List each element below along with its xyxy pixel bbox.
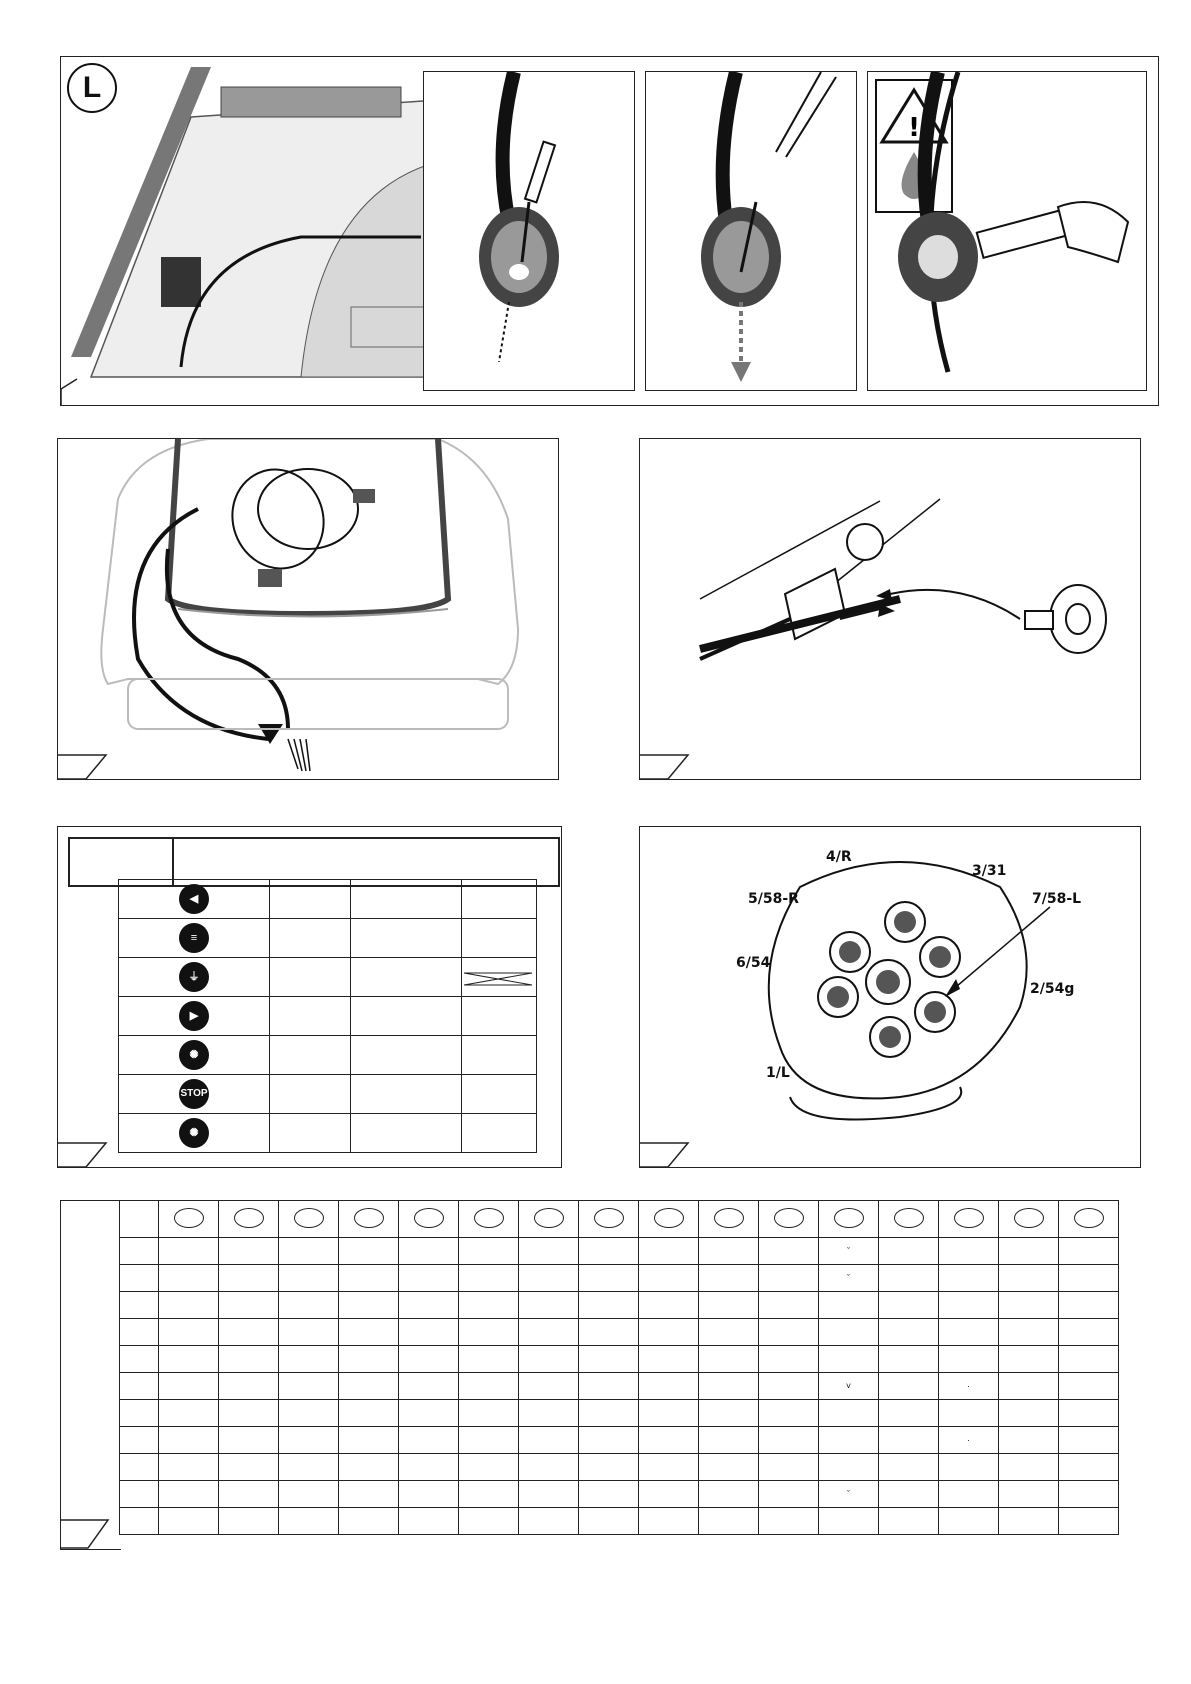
pin-label-6: 6/54 <box>736 955 771 971</box>
table-row <box>120 1508 1119 1535</box>
column-oval <box>594 1208 624 1228</box>
legend-row <box>119 880 537 919</box>
column-oval <box>774 1208 804 1228</box>
legend-row <box>119 958 537 997</box>
column-oval <box>474 1208 504 1228</box>
panel-legend-table <box>57 826 562 1168</box>
table-row <box>120 1319 1119 1346</box>
subpanel-pierce-grommet <box>423 71 635 391</box>
pin-label-1: 1/L <box>766 1065 790 1081</box>
panel-connect-socket <box>639 438 1141 780</box>
column-oval <box>294 1208 324 1228</box>
svg-text:!: ! <box>908 113 920 143</box>
column-oval <box>1014 1208 1044 1228</box>
stop-icon: STOP <box>179 1079 209 1109</box>
column-oval <box>954 1208 984 1228</box>
table-row: ˇ <box>120 1265 1119 1292</box>
pin-label-4: 4/R <box>826 849 852 865</box>
legend-row <box>119 1114 537 1153</box>
legend-row <box>119 1036 537 1075</box>
panel-route-cable <box>57 438 559 780</box>
wiring-table-header <box>120 1201 1119 1238</box>
column-oval <box>414 1208 444 1228</box>
table-row: ˇ <box>120 1238 1119 1265</box>
column-oval <box>354 1208 384 1228</box>
step-badge <box>67 63 117 113</box>
rear-fog-icon: ≡ <box>179 923 209 953</box>
legend-grid <box>118 879 537 1153</box>
panel-step-l <box>60 56 1159 406</box>
pin-label-2: 2/54g <box>1030 981 1075 997</box>
pin-label-7: 7/58-L <box>1032 891 1082 907</box>
column-oval <box>894 1208 924 1228</box>
step-badge-label: L <box>82 71 102 104</box>
panel-socket-pinout <box>639 826 1141 1168</box>
legend-row <box>119 919 537 958</box>
wiring-table-frame <box>60 1200 121 1550</box>
table-row: ˅ · <box>120 1373 1119 1400</box>
table-row <box>120 1292 1119 1319</box>
table-row: ˇ <box>120 1481 1119 1508</box>
pin-label-3: 3/31 <box>972 863 1007 879</box>
subpanel-push-cable <box>645 71 857 391</box>
tail-light-left-icon: ✺ <box>179 1040 209 1070</box>
table-row <box>120 1454 1119 1481</box>
column-oval <box>714 1208 744 1228</box>
subpanel-apply-sealant <box>867 71 1147 391</box>
car-rear-illustration <box>58 439 557 778</box>
towbar-socket-illustration <box>640 439 1139 778</box>
column-oval <box>1074 1208 1104 1228</box>
not-applicable-cross-icon <box>462 959 534 995</box>
wiring-table-corner <box>58 1510 118 1550</box>
right-turn-icon: ▶ <box>179 1001 209 1031</box>
tail-light-right-icon: ✺ <box>179 1118 209 1148</box>
table-row: · <box>120 1427 1119 1454</box>
wiring-table <box>119 1200 1119 1535</box>
table-row <box>120 1400 1119 1427</box>
table-row <box>120 1346 1119 1373</box>
ground-icon: ⏚ <box>179 962 209 992</box>
left-turn-icon: ◀ <box>179 884 209 914</box>
legend-row <box>119 997 537 1036</box>
column-oval <box>534 1208 564 1228</box>
pin-label-5: 5/58-R <box>748 891 799 907</box>
column-oval <box>834 1208 864 1228</box>
column-oval <box>234 1208 264 1228</box>
column-oval <box>174 1208 204 1228</box>
legend-row <box>119 1075 537 1114</box>
column-oval <box>654 1208 684 1228</box>
